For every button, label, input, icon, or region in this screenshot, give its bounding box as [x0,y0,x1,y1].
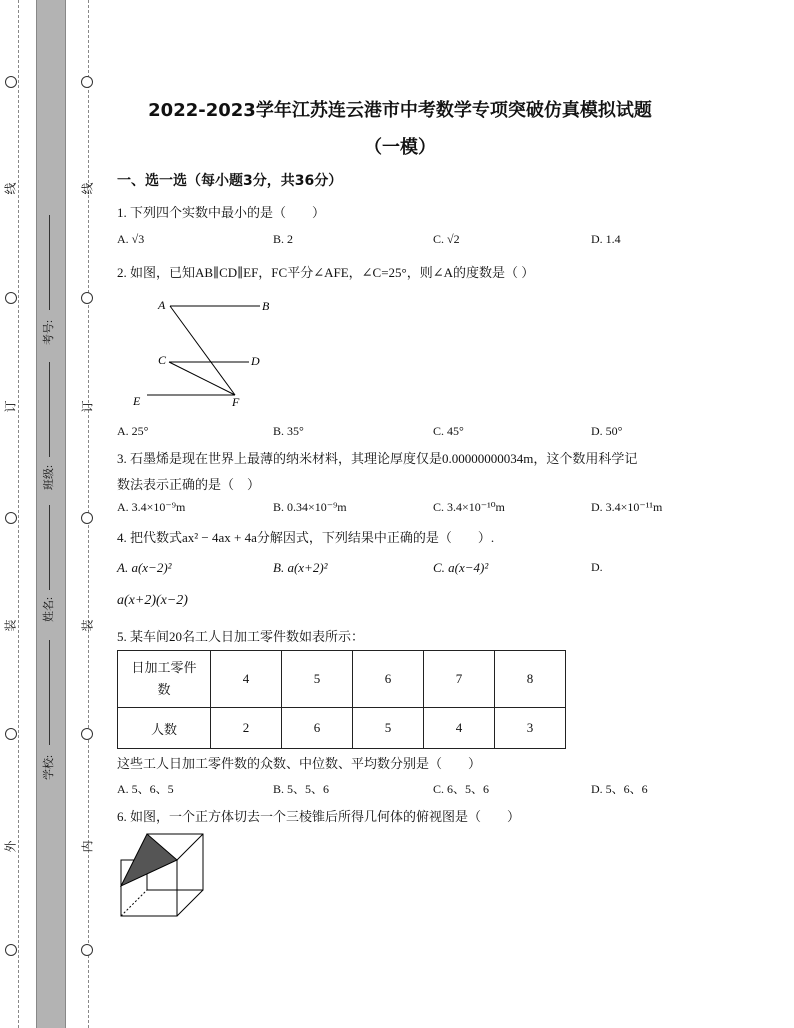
q3-option-d[interactable]: D. 3.4×10⁻¹¹m [591,500,663,514]
hole-circle [81,944,93,956]
table-cell: 5 [282,651,353,708]
table-cell: 7 [424,651,495,708]
q2-option-b[interactable]: B. 35° [273,424,304,438]
q2-option-c[interactable]: C. 45° [433,424,464,438]
q3-option-c[interactable]: C. 3.4×10⁻¹⁰m [433,500,505,514]
margin-char-outer: 线 [3,182,18,195]
hole-circle [81,728,93,740]
work-table [117,650,566,749]
hole-circle [5,728,17,740]
table-cell: 4 [211,651,282,708]
question-3-cont: 数法表示正确的是（ ） [117,477,261,492]
outer-cut-line [18,0,19,1028]
q1-option-c[interactable]: C. √2 [433,232,460,246]
hole-circle [81,512,93,524]
margin-char-outer: 外 [3,840,18,853]
exam-number-label: 考号: [43,319,55,345]
point-label: B [262,299,270,313]
q2-option-d[interactable]: D. 50° [591,424,623,438]
table-header-cell: 日加工零件 数 [118,651,211,708]
margin-char-outer: 装 [3,619,18,632]
q5-option-b[interactable]: B. 5、5、6 [273,782,330,796]
q5-option-c[interactable]: C. 6、5、6 [433,782,490,796]
table-cell: 4 [424,708,495,749]
exam-subtitle: （一模） [364,137,436,158]
exam-number-line[interactable] [49,215,50,310]
question-1: 1. 下列四个实数中最小的是（ ） [117,205,326,220]
question-2: 2. 如图，已知AB∥CD∥EF，FC平分∠AFE，∠C=25°，则∠A的度数是（ ） [117,265,535,280]
hole-circle [5,512,17,524]
table-cell: 8 [495,651,566,708]
question-5: 5. 某车间20名工人日加工零件数如表所示： [117,629,365,644]
point-label: D [251,354,260,368]
q1-option-b[interactable]: B. 2 [273,232,294,246]
q1-option-a[interactable]: A. √3 [117,232,145,246]
q2-option-a[interactable]: A. 25° [117,424,149,438]
q4-option-b[interactable]: B. a(x+2)² [273,560,328,575]
table-cell: 6 [282,708,353,749]
hole-circle [5,76,17,88]
name-label: 姓名: [43,596,55,622]
q4-option-d-expr[interactable]: a(x+2)(x−2) [117,593,188,608]
q3-option-b[interactable]: B. 0.34×10⁻⁹m [273,500,347,514]
margin-char-inner: 订 [80,400,95,413]
point-label: A [158,298,166,312]
school-label: 学校: [43,754,55,780]
point-label: E [133,394,141,408]
margin-char-outer: 订 [3,400,18,413]
class-line[interactable] [49,362,50,457]
school-line[interactable] [49,640,50,745]
table-cell: 2 [211,708,282,749]
q5-option-d[interactable]: D. 5、6、6 [591,782,648,796]
class-label: 班级: [43,464,55,490]
question-6: 6. 如图，一个正方体切去一个三棱锥后所得几何体的俯视图是（ ） [117,809,521,824]
table-cell: 3 [495,708,566,749]
question-5-cont: 这些工人日加工零件数的众数、中位数、平均数分别是（ ） [117,756,482,771]
q1-option-d[interactable]: D. 1.4 [591,232,621,246]
point-label: C [158,353,167,367]
q5-option-a[interactable]: A. 5、6、5 [117,782,174,796]
hole-circle [81,292,93,304]
margin-char-inner: 线 [80,182,95,195]
hole-circle [5,944,17,956]
q4-option-c[interactable]: C. a(x−4)² [433,560,489,575]
name-line[interactable] [49,505,50,590]
margin-char-inner: 内 [80,840,95,853]
table-row [118,651,566,708]
table-cell: 6 [353,651,424,708]
table-header-cell: 人数 [118,708,211,749]
question-3: 3. 石墨烯是现在世界上最薄的纳米材料，其理论厚度仅是0.00000000034m，这个数用科学记 [117,451,638,466]
point-label: F [232,395,240,409]
q4-option-a[interactable]: A. a(x−2)² [117,560,172,575]
section-heading: 一、选一选（每小题3分，共36分） [117,173,343,189]
q3-option-a[interactable]: A. 3.4×10⁻⁹m [117,500,186,514]
hole-circle [5,292,17,304]
hole-circle [81,76,93,88]
q4-option-d[interactable]: D. [591,560,603,574]
table-row [118,708,566,749]
parallel-lines-figure [125,292,285,412]
table-cell: 5 [353,708,424,749]
exam-title: 2022-2023学年江苏连云港市中考数学专项突破仿真模拟试题 [148,100,652,121]
margin-char-inner: 装 [80,619,95,632]
cube-figure [117,830,207,918]
question-4: 4. 把代数式ax² − 4ax + 4a分解因式，下列结果中正确的是（ ）. [117,530,495,545]
binding-strip [36,0,66,1028]
